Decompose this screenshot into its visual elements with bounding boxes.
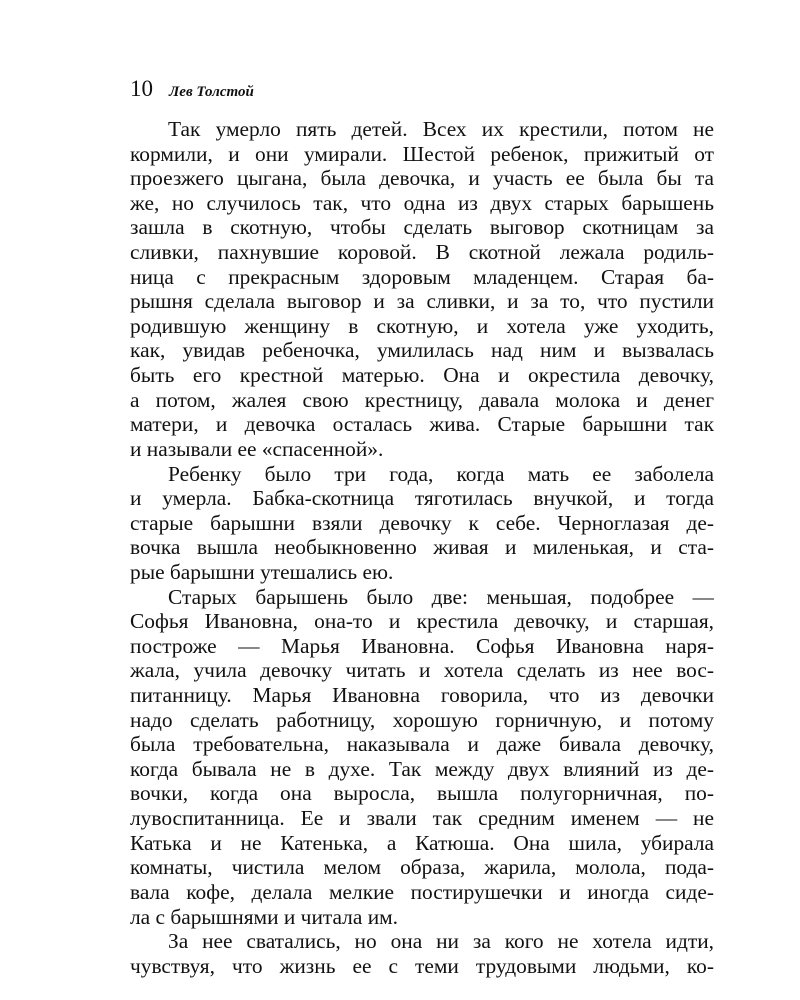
body-text [130, 117, 714, 978]
text-line: когда бывала не в духе. Так между двух влияний из де- [130, 756, 714, 781]
text-line: и называли ее «спасенной». [130, 436, 384, 461]
text-line: питанницу. Марья Ивановна говорила, что из девочки [130, 683, 714, 708]
text-line: проезжего цыгана, была девочка, и участь ее была бы та [130, 166, 714, 191]
text-line: быть его крестной матерью. Она и окрестила девочку, [130, 363, 714, 388]
text-line: За нее сватались, но она ни за кого не хотела идти, [168, 929, 714, 954]
text-line: кормили, и они умирали. Шестой ребенок, прижитый от [130, 141, 714, 166]
text-line: зашла в скотную, чтобы сделать выговор скотницам за [130, 215, 714, 240]
text-line: надо сделать работницу, хорошую горничную, и потому [130, 707, 714, 732]
text-line: вочки, когда она выросла, вышла полугорничная, по- [130, 781, 714, 806]
text-line: комнаты, чистила мелом образа, жарила, молола, пода- [130, 855, 714, 880]
text-line: и умерла. Бабка-скотница тяготилась внучкой, и тогда [130, 486, 714, 511]
text-line: сливки, пахнувшие коровой. В скотной лежала родиль- [130, 240, 714, 265]
text-line: как, увидав ребеночка, умилилась над ним и вызвалась [130, 338, 714, 363]
text-line: Софья Ивановна, она-то и крестила девочку, и старшая, [130, 609, 714, 634]
text-line: родившую женщину в скотную, и хотела уже уходить, [130, 313, 714, 338]
text-line: рышня сделала выговор и за сливки, и за то, что пустили [130, 289, 714, 314]
text-line: Так умерло пять детей. Всех их крестили, потом не [168, 117, 714, 141]
text-line: старые барышни взяли девочку к себе. Черноглазая де- [130, 510, 714, 535]
text-line: матери, и девочка осталась жива. Старые барышни так [130, 412, 714, 437]
text-line: Старых барышень было две: меньшая, подобрее — [168, 584, 714, 609]
text-line: а потом, жалея свою крестницу, давала молока и денег [130, 387, 714, 412]
text-line: жала, учила девочку читать и хотела сделать из нее вос- [130, 658, 714, 683]
page-number: 10 [130, 76, 153, 101]
running-title: Лев Толстой [169, 84, 254, 100]
text-line: вала кофе, делала мелкие постирушечки и иногда сиде- [130, 879, 714, 904]
text-line: чувствуя, что жизнь ее с теми трудовыми людьми, ко- [130, 953, 714, 978]
text-line: построже — Марья Ивановна. Софья Ивановна наря- [130, 633, 714, 658]
text-line: вочка вышла необыкновенно живая и миленькая, и ста- [130, 535, 714, 560]
text-line: же, но случилось так, что одна из двух старых барышень [130, 190, 714, 215]
text-line: ла с барышнями и читала им. [130, 904, 399, 929]
text-line: лувоспитанница. Ее и звали так средним именем — не [130, 806, 714, 831]
text-line: ница с прекрасным здоровым младенцем. Старая ба- [130, 264, 714, 289]
text-line: Катька и не Катенька, а Катюша. Она шила, убирала [130, 830, 714, 855]
text-line: рые барышни утешались ею. [130, 559, 394, 584]
text-line: была требовательна, наказывала и даже бивала девочку, [130, 732, 714, 757]
running-head [130, 76, 254, 102]
text-line: Ребенку было три года, когда мать ее заболела [168, 461, 714, 486]
